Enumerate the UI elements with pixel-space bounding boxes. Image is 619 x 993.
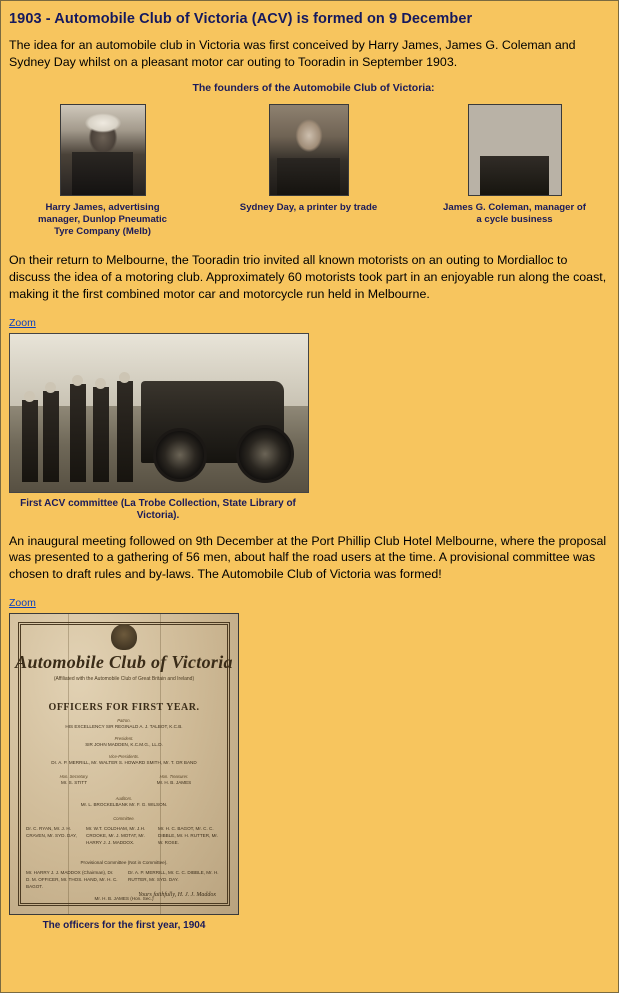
- officers-hon-treasurer-label: Hon. Treasurer.: [159, 773, 189, 779]
- officers-hon-secretary-name: Mr. S. STITT: [60, 780, 88, 786]
- officers-committee-col-3: Mr. H. C. BAGOT, Mr. C. C. DIBBLE, Mr. H. RUTTER, Mr. W. ROSE.: [158, 825, 218, 845]
- founder-photo-james-coleman: [468, 104, 562, 196]
- officers-auditors-names: Mr. L. BROCKELBANK Mr. F. G. WILSON.: [80, 802, 168, 808]
- officers-provisional-col-3: Mr. H. B. JAMES (Hon. Sec.): [94, 895, 154, 901]
- officers-patron-block: [24, 718, 224, 731]
- officers-provisional-label: Provisional Committee (Not in Committee).: [80, 859, 168, 865]
- officers-document-image: [9, 613, 239, 915]
- officers-vice-presidents-names: Dr. A. P. MERRILL, Mr. WALTER S. HOWARD SMITH, Mr. T. OR BAND: [51, 760, 197, 766]
- figure-caption-committee: First ACV committee (La Trobe Collection, State Library of Victoria).: [20, 497, 296, 522]
- founder-harry-james: [28, 104, 178, 238]
- founder-caption: James G. Coleman, manager of a cycle business: [443, 202, 586, 226]
- officers-committee-label-block: [24, 816, 224, 822]
- founder-caption: Sydney Day, a printer by trade: [239, 202, 378, 214]
- officers-signature: Yours faithfully, H. J. J. Maddox: [138, 892, 216, 899]
- officers-hon-treasurer-name: Mr. H. B. JAMES: [156, 780, 192, 786]
- officers-doc-subtitle: (Affiliated with the Automobile Club of Great Britain and Ireland): [53, 675, 195, 682]
- paragraph-intro: The idea for an automobile club in Victoria was first conceived by Harry James, James G. Coleman and Sydney Day whilst on a pleasant motor car outing to Tooradin in September 1903.: [9, 38, 576, 69]
- officers-auditors-label: Auditors.: [115, 795, 133, 801]
- officers-vice-presidents-block: [24, 754, 224, 767]
- founders-heading: The founders of the Automobile Club of Victoria:: [192, 82, 435, 95]
- founder-caption: Harry James, advertising manager, Dunlop Pneumatic Tyre Company (Melb): [37, 202, 167, 238]
- figure-officers-first-year: [9, 613, 608, 931]
- officers-hon-treasurer-block: [128, 774, 220, 787]
- officers-president-block: [24, 736, 224, 749]
- officers-provisional-col-2: Dr. A. P. MERRILL, Mr. C. C. DIBBLE, Mr. H. RUTTER, Mr. SYD. DAY.: [128, 869, 219, 882]
- founder-photo-sydney-day: [269, 104, 349, 196]
- founder-james-coleman: [440, 104, 590, 226]
- figure-first-acv-committee: [9, 333, 608, 523]
- officers-committee-label: Committee.: [113, 815, 135, 821]
- officers-provisional-col-1: Mr. HARRY J. J. MADDOX (Chairman), Dr. D. M. OFFICER, Mr. THOS. HAND, Mr. H. C. BAGOT.: [26, 869, 118, 889]
- officers-doc-title: Automobile Club of Victoria: [15, 651, 233, 672]
- paragraph-mordialloc-run: On their return to Melbourne, the Tooradin trio invited all known motorists on an outing to Mordialloc to discuss the idea of a motoring club. Approximately 60 motorists took part in an enjoyable run along the coast, making it the first combined motor car and motorcycle run held in Melbourne.: [9, 253, 607, 301]
- officers-doc-heading: OFFICERS FOR FIRST YEAR.: [48, 701, 200, 713]
- officers-hon-secretary-block: [28, 774, 120, 787]
- officers-hon-secretary-label: Hon. Secretary.: [59, 773, 89, 779]
- officers-president-name: SIR JOHN MADDEN, K.C.M.G., LL.D.: [85, 742, 163, 748]
- zoom-link-committee-photo[interactable]: Zoom: [9, 316, 36, 329]
- officers-auditors-block: [24, 796, 224, 809]
- founders-row: [9, 104, 608, 238]
- page-title: 1903 - Automobile Club of Victoria (ACV) is formed on 9 December: [9, 11, 473, 27]
- founder-sydney-day: [234, 104, 384, 214]
- zoom-link-officers-document[interactable]: Zoom: [9, 596, 36, 609]
- page-content: [1, 1, 618, 992]
- committee-photo: [9, 333, 309, 493]
- founder-photo-harry-james: [60, 104, 146, 196]
- acv-crest-icon: [111, 624, 137, 650]
- officers-president-label: President.: [114, 735, 134, 741]
- officers-committee-col-2: Mr. W.T. COLDHAM, Mr. J.H. CROOKE, Mr. J. MOTAT, Mr. HARRY J. J. MADDOX.: [86, 825, 146, 845]
- officers-patron-label: Patron.: [117, 717, 131, 723]
- paragraph-inaugural-meeting: An inaugural meeting followed on 9th December at the Port Phillip Club Hotel Melbourne, where the proposal was presented to a gathering of 56 men, about half the road users at the time. A provisional committee was chosen to draft rules and by-laws. The Automobile Club of Victoria was formed!: [9, 533, 607, 582]
- figure-caption-officers: The officers for the first year, 1904: [42, 919, 206, 931]
- officers-vice-presidents-label: Vice-Presidents.: [108, 753, 140, 759]
- officers-committee-col-1: Dr. C. RYAN, Mr. J. H. CRAVEN, Mr. SYD. DAY,: [26, 825, 77, 838]
- officers-patron-name: HIS EXCELLENCY SIR REGINALD A. J. TALBOT, K.C.B.: [65, 724, 183, 730]
